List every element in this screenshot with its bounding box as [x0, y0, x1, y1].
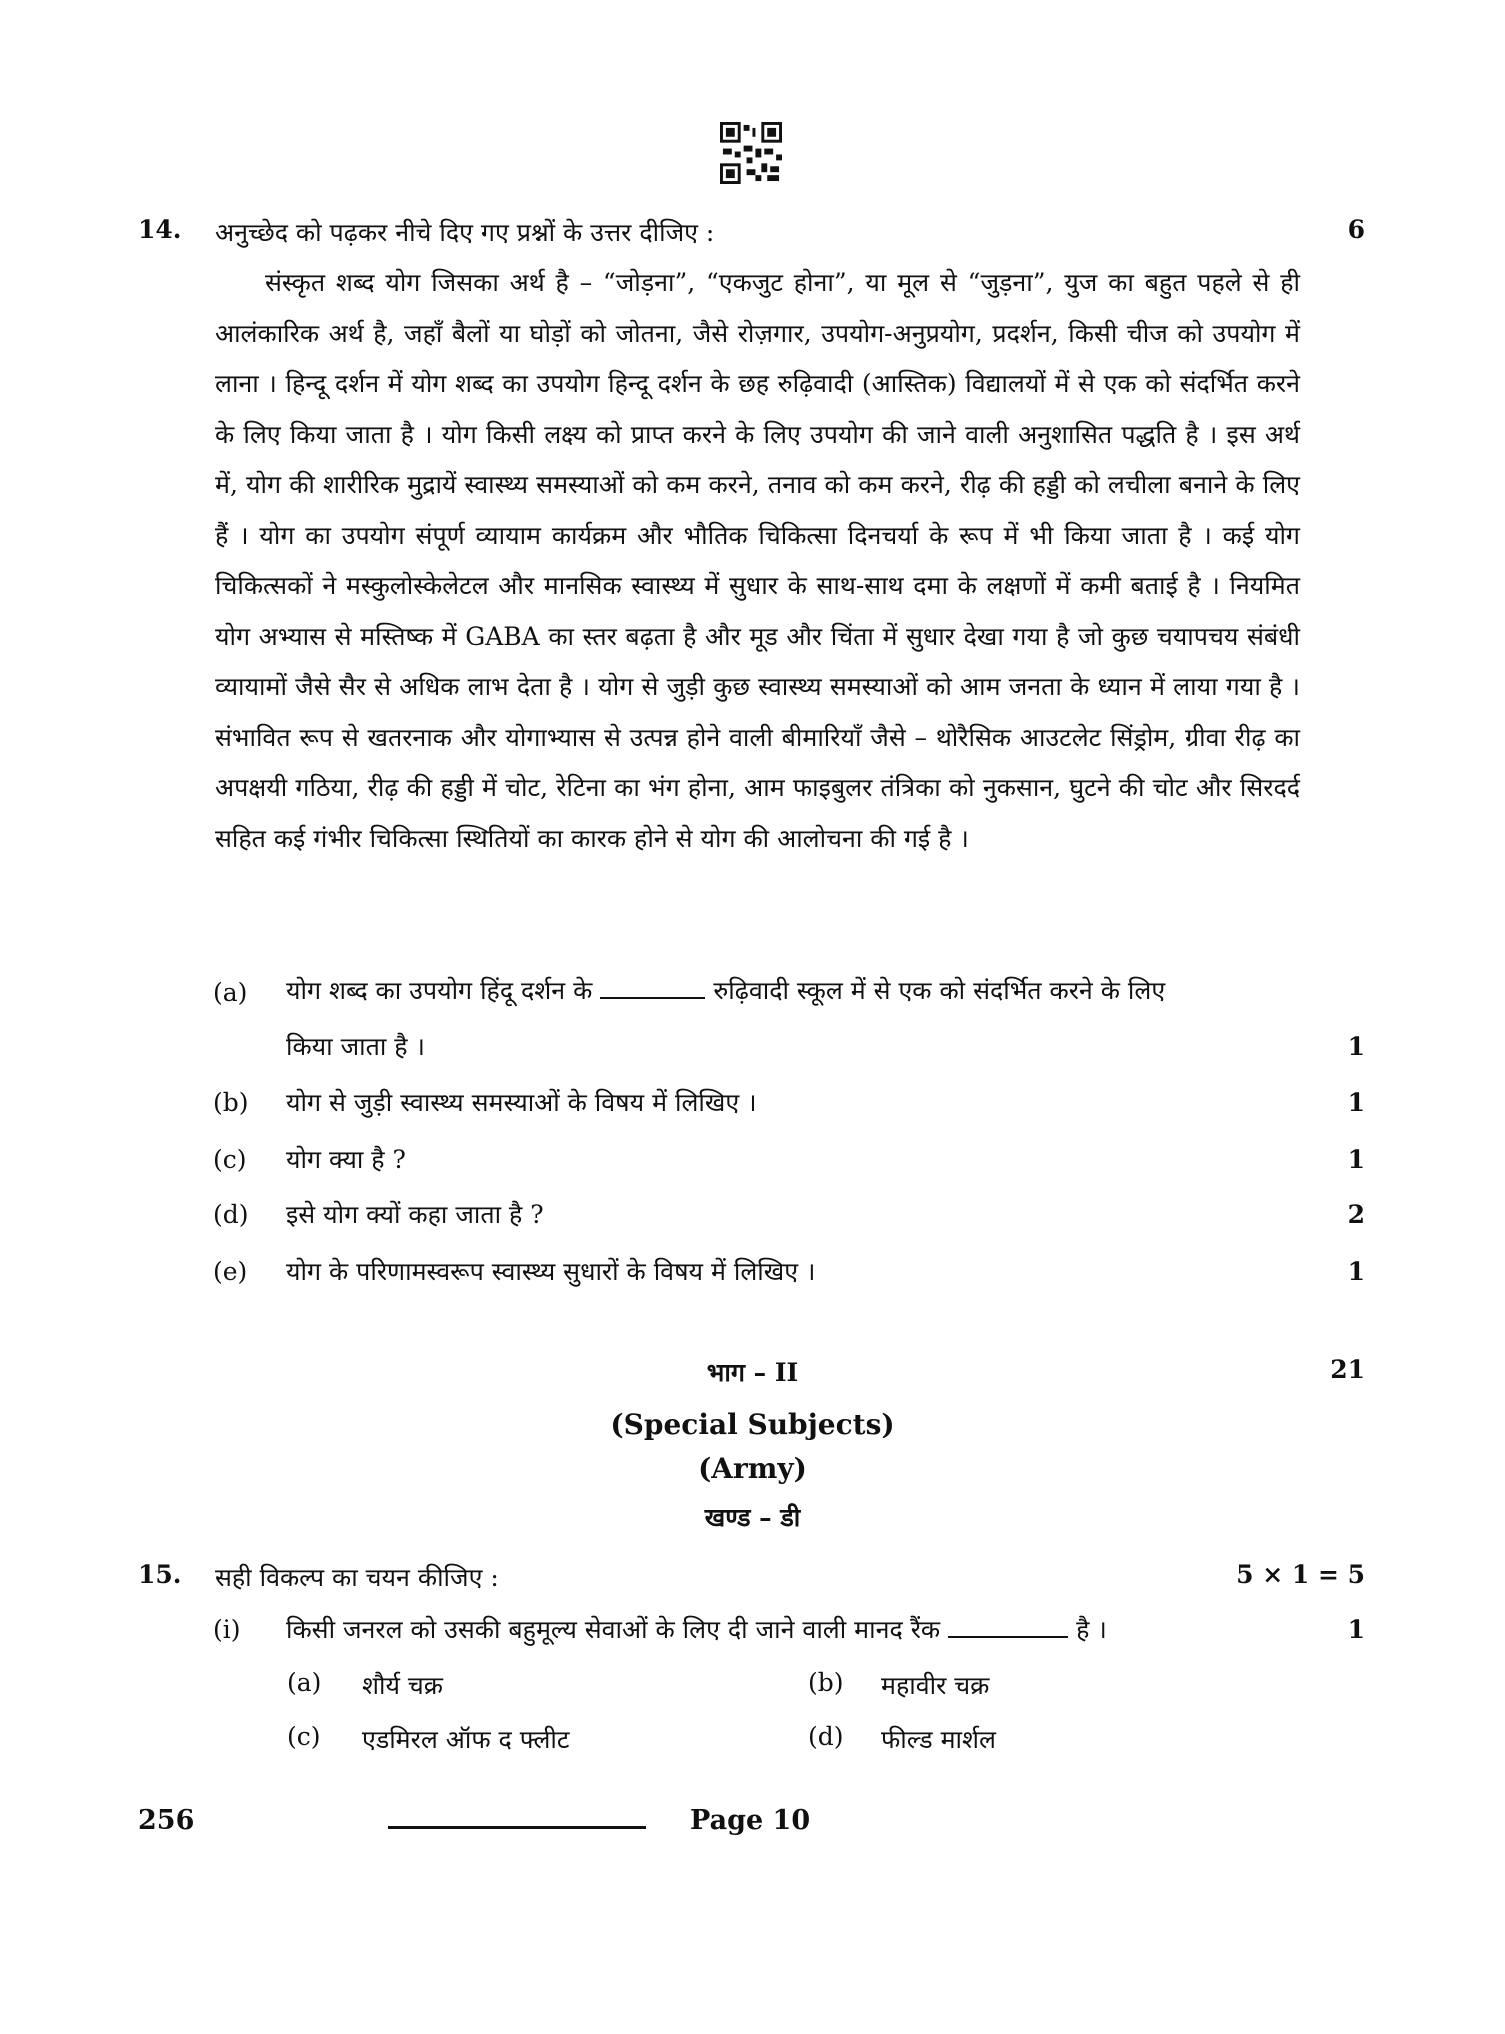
section-part: भाग – II	[706, 1358, 799, 1387]
q15-sub-i-label: (i)	[213, 1615, 241, 1644]
q14-passage: संस्कृत शब्द योग जिसका अर्थ है – “जोड़ना”, “एकजुट होना”, या मूल से “जुड़ना”, युज का बहुत पहले से ही आलंकारिक अर्थ है, जहाँ बैलों या घोड़ों को जोतना, जैसे रोज़गार, उपयोग-अनुप्रयोग, प्रदर्शन, किसी चीज को उपयोग में लाना । हिन्दू दर्शन में योग शब्द का उपयोग हिन्दू दर्शन के छह रुढ़िवादी (आस्तिक) विद्यालयों में से एक को संदर्भित करने के लिए किया जाता है । योग किसी लक्ष्य को प्राप्त करने के लिए उपयोग की जाने वाली अनुशासित पद्धति है । इस अर्थ में, योग की शारीरिक मुद्रायें स्वास्थ्य समस्याओं को कम करने, तनाव को कम करने, रीढ़ की हड्डी को लचीला बनाने के लिए हैं । योग का उपयोग संपूर्ण व्यायाम कार्यक्रम और भौतिक चिकित्सा दिनचर्या के रूप में भी किया जाता है । कई योग चिकित्सकों ने मस्कुलोस्केलेटल और मानसिक स्वास्थ्य में सुधार के साथ-साथ दमा के लक्षणों में कमी बताई है । नियमित योग अभ्यास से मस्तिष्क में GABA का स्तर बढ़ता है और मूड और चिंता में सुधार देखा गया है जो कुछ चयापचय संबंधी व्यायामों जैसे सैर से अधिक लाभ देता है । योग से जुड़ी कुछ स्वास्थ्य समस्याओं को आम जनता के ध्यान में लाया गया है । संभावित रूप से खतरनाक और योगाभ्यास से उत्पन्न होने वाली बीमारियाँ जैसे – थोरैसिक आउटलेट सिंड्रोम, ग्रीवा रीढ़ का अपक्षयी गठिया, रीढ़ की हड्डी में चोट, रेटिना का भंग होना, आम फाइबुलर तंत्रिका को नुकसान, घुटने की चोट और सिरदर्द सहित कई गंभीर चिकित्सा स्थितियों का कारक होने से योग की आलोचना की गई है ।	[215, 268, 1300, 853]
q14-sub-a-text-2: रुढ़िवादी स्कूल में से एक को संदर्भित करने के लिए	[713, 976, 1166, 1005]
q14-sub-d-label: (d)	[213, 1200, 249, 1229]
q14-sub-a-label: (a)	[213, 978, 248, 1007]
q15-marks: 5 × 1 = 5	[1236, 1560, 1365, 1589]
q14-sub-b-text: योग से जुड़ी स्वास्थ्य समस्याओं के विषय में लिखिए ।	[286, 1088, 757, 1117]
section-stream: (Army)	[698, 1452, 807, 1485]
q15-sub-i-text-2: है ।	[1076, 1615, 1107, 1644]
q14-prompt: अनुच्छेद को पढ़कर नीचे दिए गए प्रश्नों के उत्तर दीजिए :	[215, 218, 715, 247]
option-c-label: (c)	[287, 1722, 321, 1751]
q15-prompt: सही विकल्प का चयन कीजिए :	[215, 1563, 499, 1592]
section-khand: खण्ड – डी	[704, 1503, 801, 1532]
q15-sub-i-text-1: किसी जनरल को उसकी बहुमूल्य सेवाओं के लिए दी जाने वाली मानद रैंक	[286, 1615, 941, 1644]
q14-marks: 6	[1347, 215, 1365, 244]
q14-sub-a-text-3: किया जाता है ।	[286, 1032, 425, 1061]
option-b-text: महावीर चक्र	[881, 1671, 990, 1700]
q14-sub-c-label: (c)	[213, 1145, 247, 1174]
q14-sub-a-text-1: योग शब्द का उपयोग हिंदू दर्शन के	[286, 976, 593, 1005]
q14-number: 14.	[138, 215, 182, 244]
qr-code-icon	[720, 122, 782, 184]
q14-sub-c-text: योग क्या है ?	[286, 1145, 406, 1174]
option-a-label: (a)	[287, 1668, 322, 1697]
q14-sub-a-text	[286, 963, 1306, 1075]
answer-blank	[948, 1614, 1068, 1638]
q15-sub-i-text	[286, 1602, 1107, 1658]
q14-sub-d-text: इसे योग क्यों कहा जाता है ?	[286, 1200, 544, 1229]
answer-blank	[600, 975, 705, 999]
q14-sub-e-text: योग के परिणामस्वरूप स्वास्थ्य सुधारों के विषय में लिखिए ।	[286, 1257, 816, 1286]
section-subtitle: (Special Subjects)	[610, 1408, 895, 1441]
q14-sub-b-label: (b)	[213, 1088, 249, 1117]
option-b-label: (b)	[808, 1668, 844, 1697]
section-part-marks: 21	[1330, 1355, 1365, 1384]
page-number: Page 10	[690, 1805, 811, 1836]
option-c-text: एडमिरल ऑफ द फ्लीट	[362, 1725, 570, 1754]
q14-sub-b-marks: 1	[1347, 1088, 1365, 1117]
q14-sub-c-marks: 1	[1347, 1145, 1365, 1174]
option-d-label: (d)	[808, 1722, 844, 1751]
q15-sub-i-marks: 1	[1347, 1615, 1365, 1644]
option-a-text: शौर्य चक्र	[362, 1671, 443, 1700]
paper-code: 256	[138, 1805, 195, 1836]
q14-sub-d-marks: 2	[1347, 1200, 1365, 1229]
option-d-text: फील्ड मार्शल	[881, 1725, 996, 1754]
q14-sub-a-marks: 1	[1347, 1032, 1365, 1061]
q14-sub-e-label: (e)	[213, 1257, 248, 1286]
q15-number: 15.	[138, 1560, 182, 1589]
footer-divider	[388, 1826, 646, 1829]
q14-sub-e-marks: 1	[1347, 1257, 1365, 1286]
